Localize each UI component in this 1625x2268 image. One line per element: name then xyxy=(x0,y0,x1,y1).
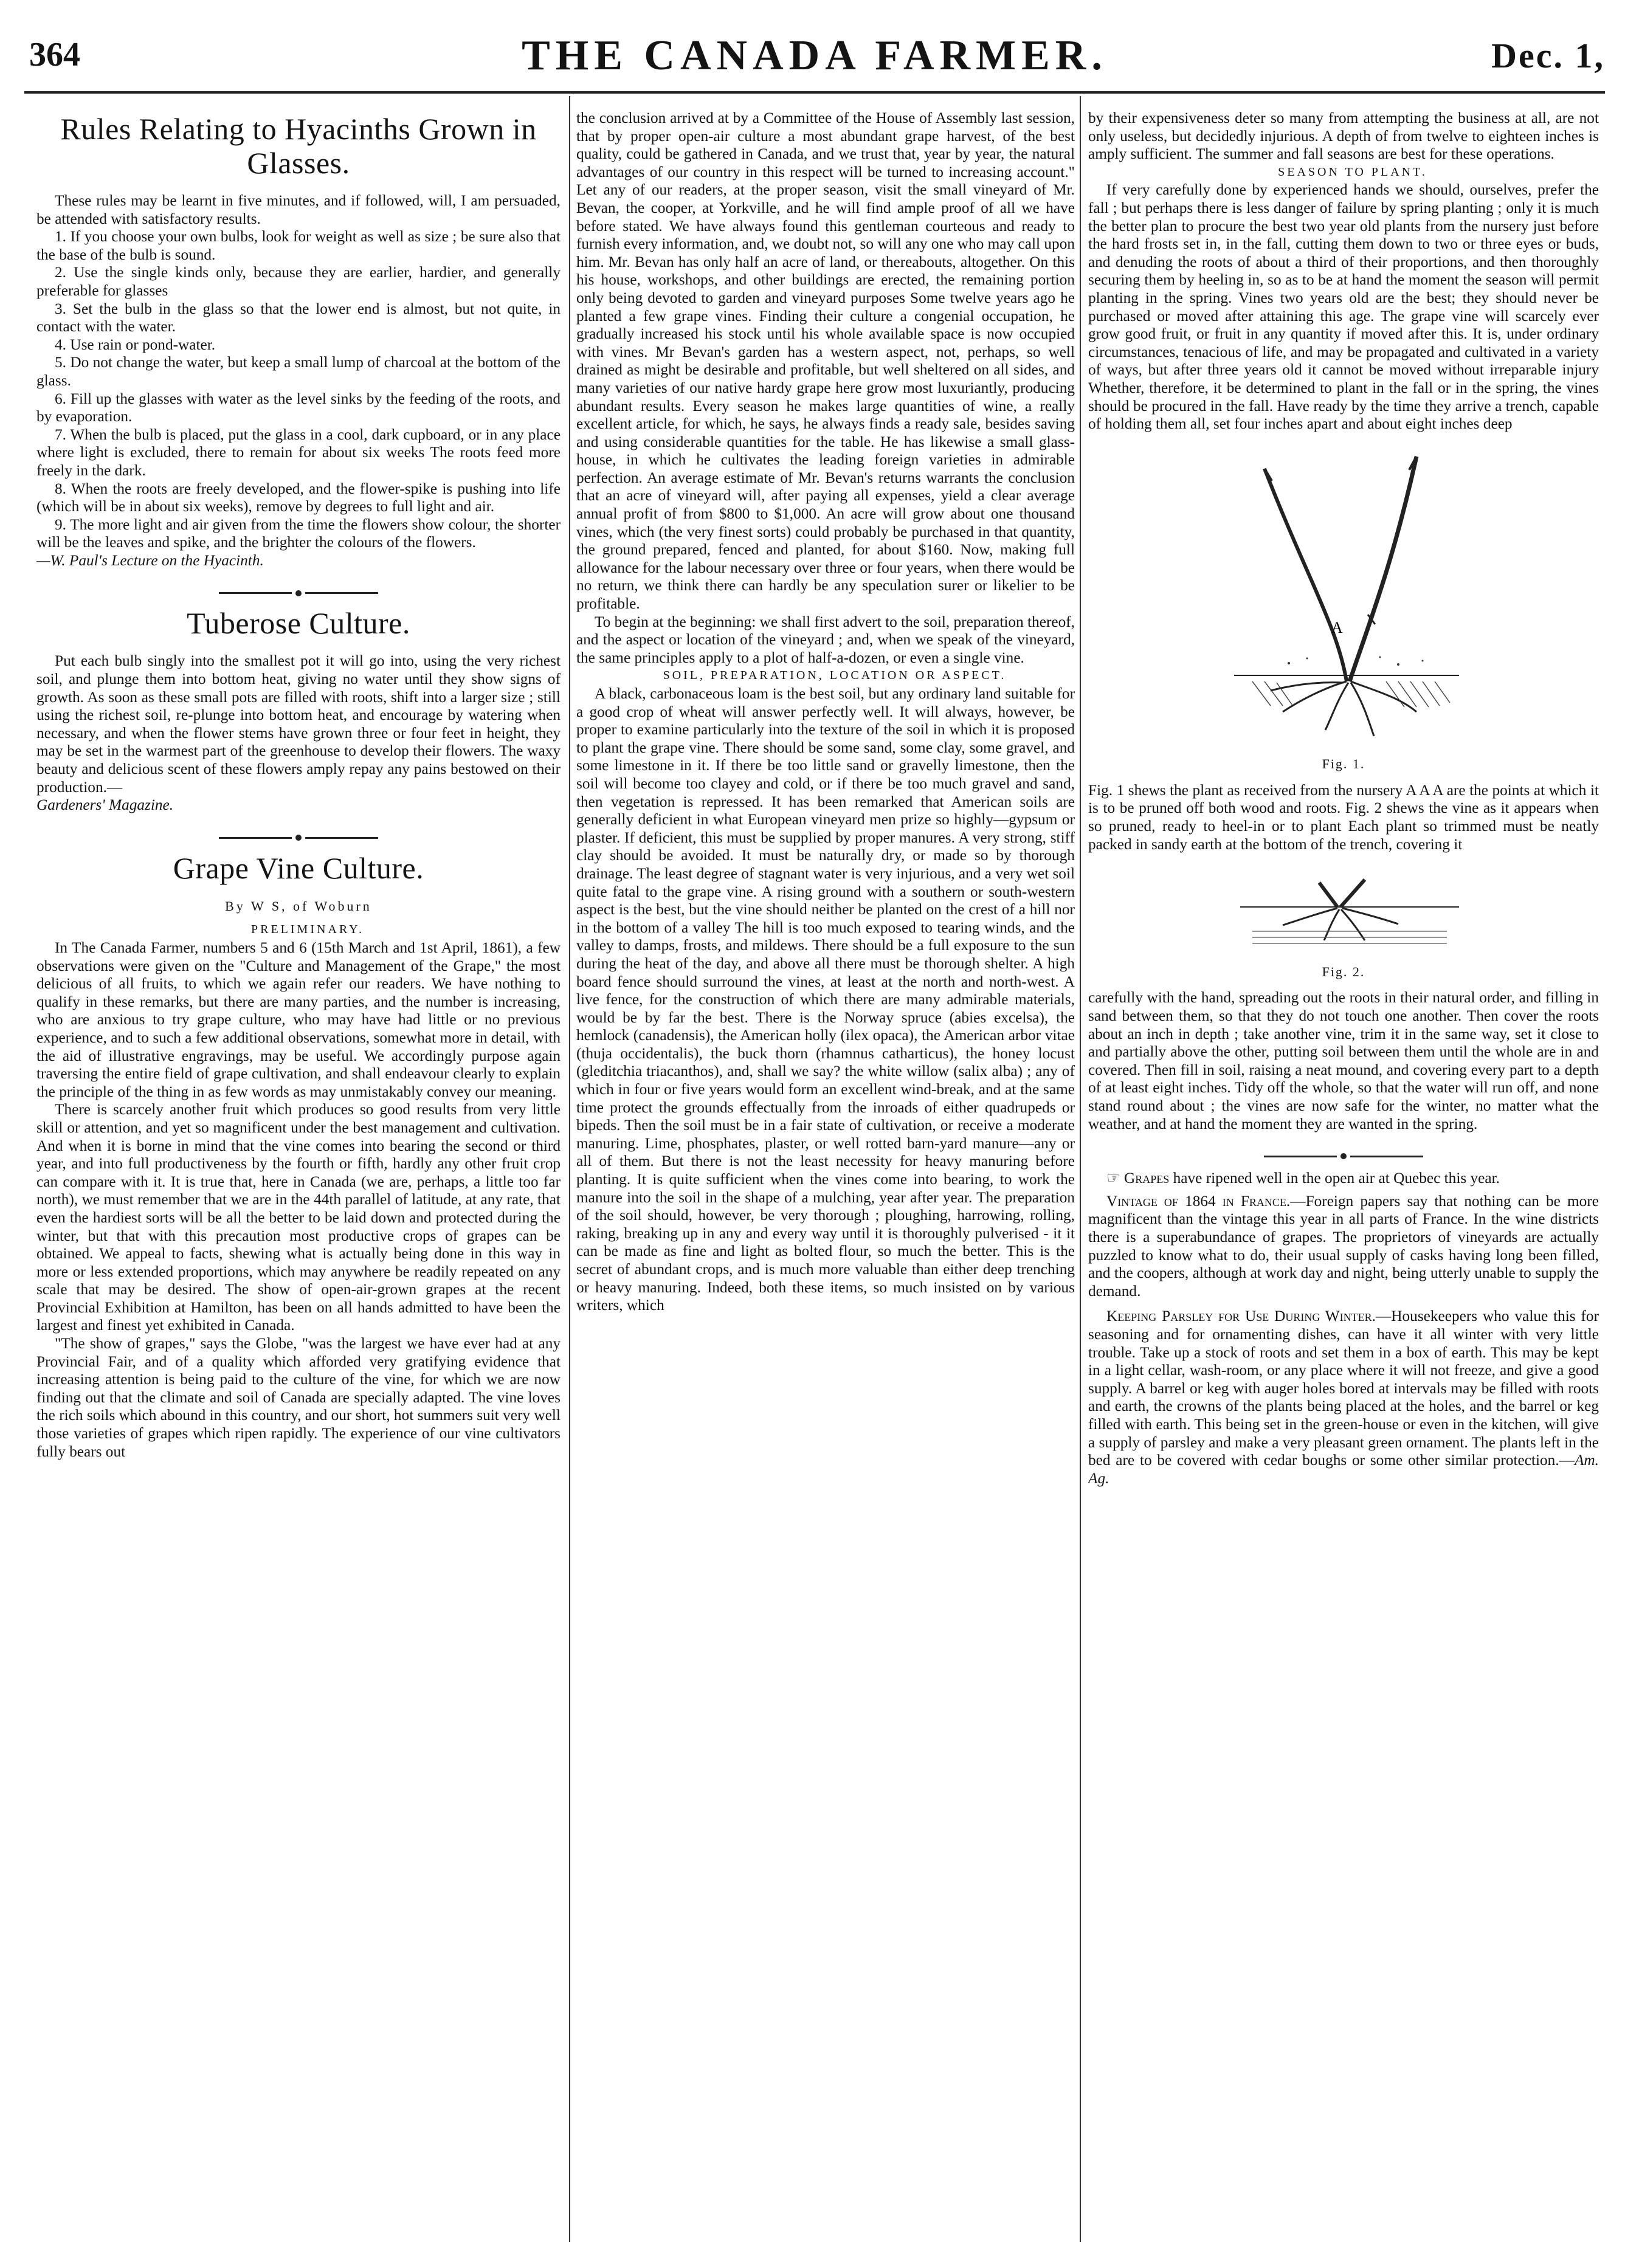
vintage-body: —Foreign papers say that nothing can be more magnificent than the vintage this year in all parts of France. In the wine districts there is a superabundance of grapes. The proprietors of vineyards are actually puzzled to know what to do, their usual supply of casks having long been filled, and the coopers, although at work day and night, being utterly unable to supply the demand. xyxy=(1088,1192,1599,1300)
quebec-grapes-note xyxy=(1088,1170,1599,1188)
column-divider xyxy=(1080,96,1081,2242)
rule-item: 7. When the bulb is placed, put the glass in a cool, dark cupboard, or in any place where light is excluded, there to remain for about six weeks The roots feed more freely in the dark. xyxy=(36,426,561,479)
column-divider xyxy=(569,96,570,2242)
grapes-note-text: have ripened well in the open air at Quebec this year. xyxy=(1173,1170,1500,1187)
rule-item: 8. When the roots are freely developed, and the flower-spike is pushing into life (which will be in about six weeks), remove by degrees to full light and air. xyxy=(36,480,561,515)
rule-item: 4. Use rain or pond-water. xyxy=(55,336,216,353)
rule-item: 3. Set the bulb in the glass so that the lower end is almost, but not quite, in contact with the water. xyxy=(36,300,561,336)
grape-byline: By W S, of Woburn xyxy=(225,898,372,914)
rule-item: 1. If you choose your own bulbs, look for weight as well as size ; be sure also that the base of the bulb is sound. xyxy=(36,228,561,263)
pointing-hand-icon: ☞ xyxy=(1106,1170,1120,1187)
parsley-note xyxy=(1088,1308,1599,1487)
pruned-vine-illustration xyxy=(1216,864,1471,956)
column-1 xyxy=(36,109,561,2237)
parsley-lead: Keeping Parsley for Use During Winter. xyxy=(1106,1308,1376,1325)
figure-2 xyxy=(1088,864,1599,960)
figure-1 xyxy=(1088,444,1599,753)
figure-2-caption: Fig. 2. xyxy=(1322,963,1365,979)
hyacinth-title: Rules Relating to Hyacinths Grown in Glasses. xyxy=(60,112,537,180)
grape-paragraph: In The Canada Farmer, numbers 5 and 6 (15th March and 1st April, 1861), a few observations were given on the "Culture and Management of the Grape," the most delicious of all fruits, to which we again refer our readers. We have nothing to qualify in these remarks, but there are many parties, and the number is increasing, who are anxious to try grape culture, who may have had little or no previous experience, and to such a few additional observations, somewhat more in detail, with the aid of illustrative engravings, may be useful. We accordingly purpose again traversing the entire field of grape cultivation, and shall endeavour clearly to explain the principle of the thing in as few words as may unmistakably convey our meaning. xyxy=(36,939,561,1100)
hyacinth-credit: —W. Paul's Lecture on the Hyacinth. xyxy=(36,551,264,569)
fig1-point-label: A xyxy=(1331,618,1343,636)
vintage-lead: Vintage of 1864 in France. xyxy=(1106,1192,1291,1210)
grape-paragraph: There is scarcely another fruit which produces so good results from very little skill or attention, and yet so magnificent under the best management and cultivation. And when it is borne in mind that the vine comes into bearing the second or third year, and into full productiveness by the fourth or fifth, hardly any other fruit crop can compare with it. It is true that, here in Canada (we are, perhaps, a little too far north), we must remember that we are in the 44th parallel of latitude, at any rate, that even the hardiest sorts will be all the better to be laid down and protected during the winter, but that with this precaution most productive crops of grapes can be obtained. We appeal to facts, shewing what is actually being done in this way in more or less extended proportions, which may anywhere be readily repeated on any scale that may be desired. The show of open-air-grown grapes at the recent Provincial Exhibition at Hamilton, has been on all hands admitted to have been the largest and finest yet exhibited in Canada. xyxy=(36,1101,561,1334)
tuberose-body: Put each bulb singly into the smallest pot it will go into, using the very richest soil, and plunge them into bottom heat, giving no water until they show signs of growth. As soon as these small pots are filled with roots, shift into a larger size ; still using the richest soil, re-plunge into bottom heat, and encourage by watering when necessary, and when the flower stems have grown three or four feet in height, they may be set in the warmest part of the greenhouse to develop their flowers. The waxy beauty and delicious scent of these flowers amply repay any pains bestowed on their production.— xyxy=(36,652,561,796)
tuberose-title: Tuberose Culture. xyxy=(187,606,410,641)
hyacinth-rules xyxy=(36,228,561,552)
season-paragraph: If very carefully done by experienced hands we should, ourselves, prefer the fall ; but perhaps there is less danger of failure by spring planting ; only it is much the better plan to procure the best two year old plants from the nursery just before the hard frosts set in, in the fall, cutting them down to two or three eyes or buds, and denuding the roots of about a third of their proportions, and then thoroughly securing them by heeling in, so as to be at hand the moment the season will permit planting in the spring. Vines two years old are the best; they should never be purchased or moved after attaining this age. The grape vine will scarcely ever grow good fruit, or fruit in any quantity if moved after this. It is, under ordinary circumstances, tenacious of life, and may be propagated and cultivated in a variety of ways, but after three years old it cannot be moved without irreparable injury Whether, therefore, it be determined to plant in the fall or in the spring, the vines should be procured in the fall. Have ready by the time they arrive a trench, capable of holding them all, set four inches apart and about eight inches deep xyxy=(1088,181,1599,433)
page-number: 364 xyxy=(29,36,80,74)
figure-explanation-paragraph: Fig. 1 shews the plant as received from the nursery A A A are the points at which it is to be pruned off both wood and roots. Fig. 2 shews the vine as it appears when so pruned, ready to heel-in or to plant Each plant so trimmed must be neatly packed in sandy earth at the bottom of the trench, covering it xyxy=(1088,781,1599,853)
section-ornament xyxy=(1088,1146,1599,1157)
grape-paragraph: "The show of grapes," says the Globe, "was the largest we have ever had at any Provincial Fair, and of a quality which afforded very gratifying evidence that increasing attention is being paid to the culture of the vine, for which we are now finding out that the climate and soil of Canada are specially adapted. The vine loves the rich soils which abound in this country, and our short, hot summers suit very well those varieties of grapes which ripen rapidly. The experience of our vine cultivators fully bears out xyxy=(36,1335,561,1460)
rule-item: 5. Do not change the water, but keep a small lump of charcoal at the bottom of the glass. xyxy=(36,354,561,389)
season-subhead: SEASON TO PLANT. xyxy=(1278,165,1427,179)
section-ornament xyxy=(36,828,561,839)
column-3 xyxy=(1088,109,1599,2237)
grape-subhead: PRELIMINARY. xyxy=(251,923,364,937)
soil-subhead: SOIL, PREPARATION, LOCATION OR ASPECT. xyxy=(663,669,1007,683)
grape-title: Grape Vine Culture. xyxy=(173,850,424,885)
vine-nursery-plant-illustration xyxy=(1216,444,1471,748)
section-ornament xyxy=(36,583,561,594)
vintage-note xyxy=(1088,1193,1599,1301)
column-2 xyxy=(576,109,1075,2237)
hyacinth-intro: These rules may be learnt in five minutes, and if followed, will, I am persuaded, be attended with satisfactory results. xyxy=(36,192,561,227)
header-rule xyxy=(24,91,1605,94)
rule-item: 9. The more light and air given from the time the flowers show colour, the shorter will be the leaves and spike, and the brighter the colours of the flowers. xyxy=(36,515,561,551)
grape-continued-paragraph: To begin at the beginning: we shall first advert to the soil, preparation thereof, and the aspect or location of the vineyard ; and, when we speak of the vineyard, the same principles apply to a plot of half-a-dozen, or even a single vine. xyxy=(576,613,1075,666)
rule-item: 6. Fill up the glasses with water as the level sinks by the feeding of the roots, and by evaporation. xyxy=(36,390,561,426)
soil-paragraph: A black, carbonaceous loam is the best soil, but any ordinary land suitable for a good crop of wheat will answer perfectly well. It will always, however, be proper to examine particularly into the texture of the soil in which it is proposed to plant the grape vine. There should be some sand, some clay, some gravel, and some limestone in it. If there be too little sand or gravelly limestone, then the soil will become too clayey and cold, or if there be too much gravel and sand, then vegetation is repressed. It has been remarked that American soils are generally deficient in what European vineyard men prize so highly—gypsum or plaster. If deficient, this must be supplied by proper manures. A very strong, stiff clay should be avoided. It must be naturally dry, or made so by thorough drainage. The least degree of stagnant water is very injurious, and a very wet soil quite fatal to the grape vine. A rising ground with a southern or south-western aspect is the best, but the vine should neither be planted on the crest of a hill nor in the bottom of a valley The hill is too much exposed to tearing winds, and the valley to damps, frosts, and mildews. There should be a full exposure to the sun during the heat of the day, and above all there must be thorough shelter. A high board fence should surround the vines, at least at the north and north-west. A live fence, for the construction of which there are many admirable materials, would be by far the best. There is the Norway spruce (abies excelsa), the hemlock (canadensis), the American holly (ilex opaca), the American arbor vitae (thuja occidentalis), the buck thorn (rhamnus catharticus), the honey locust (gleditchia triacanthos), and, shall we say? the white willow (salix alba) ; any of which in four or five years would form an excellent wind-break, and at the same time protect the grounds effectually from the inroads of either quadrupeds or bipeds. Then the soil must be in a fair state of cultivation, or receive a moderate manuring. Lime, phosphates, plaster, or well rotted barn-yard manure—any or all of them. But there is not the least necessity for heavy manuring before planting. It is quite sufficient when the vines come into bearing, to work the manure into the soil in the shape of a mulching, year after year. The preparation of the soil should, however, be very thorough ; ploughing, harrowing, rolling, raking, breaking up in any and every way until it is thoroughly pulverised - it it can be made as fine and light as bolted flour, so much the better. This is the secret of abundant crops, and is much more valuable than either deep trenching or heavy manuring. Indeed, both these items, so much insisted on by various writers, which xyxy=(576,685,1075,1314)
parsley-credit: Am. Ag. xyxy=(1088,1452,1599,1487)
trenching-paragraph: by their expensiveness deter so many from attempting the business at all, are not only useless, but decidedly injurious. A depth of from twelve to eighteen inches is amply sufficient. The summer and fall seasons are best for these operations. xyxy=(1088,109,1599,163)
tuberose-credit: Gardeners' Magazine. xyxy=(36,796,174,814)
trench-instructions-paragraph: carefully with the hand, spreading out the roots in their natural order, and filling in sand between them, so that they do not touch one another. Then cover the roots about an inch in depth ; take another vine, trim it in the same way, set it close to and partially above the other, putting soil between them until the whole are in and covered. Then fill in soil, raising a neat mound, and covering every part to a depth of at least eight inches. Tidy off the whole, so that the water will run off, and none stand round about ; the vines are now safe for the winter, no matter what the weather, and at hand the moment they are wanted in the spring. xyxy=(1088,989,1599,1132)
masthead-title: THE CANADA FARMER. xyxy=(522,32,1108,79)
issue-date: Dec. 1, xyxy=(1491,36,1605,75)
page-header xyxy=(24,24,1605,91)
rule-item: 2. Use the single kinds only, because they are earlier, hardier, and generally preferable for glasses xyxy=(36,264,561,299)
parsley-body: —Housekeepers who value this for seasoning and for ornamenting dishes, can have it all winter with very little trouble. Take up a stock of roots and set them in a box of earth. This may be kept in a light cellar, wash-room, or any place where it will not freeze, and give a good supply. A barrel or keg with auger holes bored at intervals may be filled with roots and earth, the crowns of the plants being placed at the holes, and the barrel or keg filled with earth. This being set in the green-house or even in the kitchen, will give a supply of parsley and make a very pleasant green ornament. The plants left in the bed are to be covered with cedar boughs or some other similar protection.— xyxy=(1088,1308,1599,1469)
grape-continued-paragraph: the conclusion arrived at by a Committee of the House of Assembly last session, that by proper open-air culture a most abundant grape harvest, of the best quality, could be gathered in Canada, and we trust that, year by year, the natural advantages of our country in this respect will be turned to increasing account." Let any of our readers, at the proper season, visit the small vineyard of Mr. Bevan, the cooper, at Yorkville, and he will find ample proof of all we have before stated. We have always found this gentleman courteous and ready to furnish every information, and, we doubt not, so will any one who may call upon him. Mr. Bevan has only half an acre of land, or thereabouts, altogether. On this his house, workshops, and other buildings are erected, the remaining portion only being devoted to garden and vineyard purposes Some twelve years ago he planted a few grape vines. Finding their culture a congenial occupation, he gradually increased his stock until his whole available space is now occupied with vines. Mr Bevan's garden has a western aspect, not, perhaps, so well drained as might be desirable and profitable, but well sheltered on all sides, and many varieties of our native hardy grape here grow most luxuriantly, producing abundant results. Every season he makes large quantities of wine, a really excellent article, for which, he says, he always finds a ready sale, besides saving and using considerable quantities for the table. He has likewise a small glass-house, in which he cultivates the leading foreign varieties in admirable perfection. An average estimate of Mr. Bevan's returns warrants the conclusion that an acre of vineyard will, after paying all expenses, yield a clear average annual profit of from $800 to $1,000. An acre will grow about one thousand vines, which (the very finest sorts) could probably be purchased in that quantity, the ground prepared, fenced and planted, for about $160. Now, making full allowance for the labour necessary over three or four years, when there would be no return, we think there can hardly be any speculation surer or likelier to be profitable. xyxy=(576,109,1075,613)
grapes-lead: Grapes xyxy=(1124,1170,1170,1187)
figure-1-caption: Fig. 1. xyxy=(1322,756,1365,772)
